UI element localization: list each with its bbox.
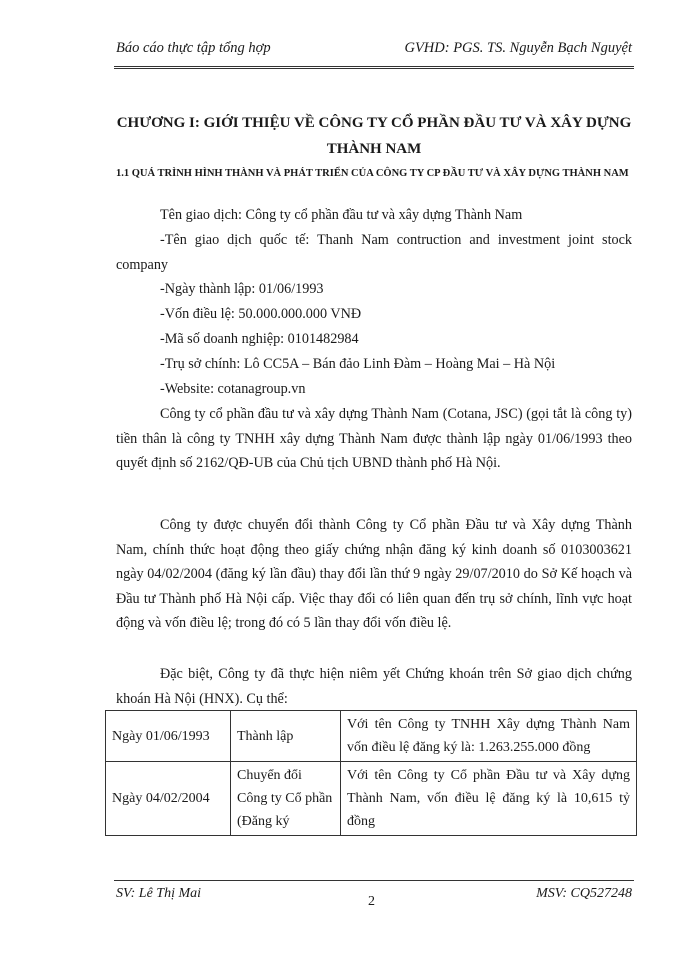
chapter-title: CHƯƠNG I: GIỚI THIỆU VỀ CÔNG TY CỔ PHẦN ĐẦU TƯ VÀ XÂY DỰNG THÀNH NAM	[116, 115, 632, 157]
table-row	[106, 762, 637, 836]
info-headquarters: -Trụ sở chính: Lô CC5A – Bán đảo Linh Đàm – Hoàng Mai – Hà Nội	[160, 356, 556, 372]
paragraph-history: Công ty cổ phần đầu tư và xây dựng Thành Nam (Cotana, JSC) (gọi tắt là công ty) tiền thân là công ty TNHH xây dựng Thành Nam được thành lập ngày 01/06/1993 theo quyết định số 2162/QĐ-UB của Chủ tịch UBND thành phố Hà Nội.	[116, 406, 632, 471]
table-row	[106, 711, 637, 762]
page-footer	[116, 886, 632, 908]
info-intl-name: -Tên giao dịch quốc tế: Thanh Nam contruction and investment joint stock company	[116, 232, 632, 273]
table-cell-date: Ngày 01/06/1993	[106, 711, 231, 762]
info-capital: -Vốn điều lệ: 50.000.000.000 VNĐ	[160, 306, 362, 322]
footer-divider	[114, 880, 634, 881]
milestones-table	[105, 710, 637, 836]
info-website: -Website: cotanagroup.vn	[160, 381, 306, 397]
header-report-title: Báo cáo thực tập tổng hợp	[116, 40, 271, 56]
footer-student-id: MSV: CQ527248	[536, 886, 632, 901]
table-cell-date: Ngày 04/02/2004	[106, 762, 231, 836]
section-title: 1.1 QUÁ TRÌNH HÌNH THÀNH VÀ PHÁT TRIỂN CỦA CÔNG TY CP ĐẦU TƯ VÀ XÂY DỰNG THÀNH NAM	[116, 168, 629, 179]
info-founded: -Ngày thành lập: 01/06/1993	[160, 281, 324, 297]
table-cell-detail: Với tên Công ty TNHH Xây dựng Thành Nam vốn điều lệ đăng ký là: 1.263.255.000 đồng	[341, 711, 637, 762]
footer-student: SV: Lê Thị Mai	[116, 886, 202, 901]
header-divider	[114, 66, 634, 69]
header-supervisor: GVHD: PGS. TS. Nguyễn Bạch Nguyệt	[404, 40, 632, 56]
table-cell-event: Thành lập	[231, 711, 341, 762]
info-trade-name: Tên giao dịch: Công ty cổ phần đầu tư và xây dựng Thành Nam	[160, 207, 523, 223]
page-number: 2	[368, 894, 375, 909]
paragraph-listing: Đặc biệt, Công ty đã thực hiện niêm yết Chứng khoán trên Sở giao dịch chứng khoán Hà Nội (HNX). Cụ thể:	[116, 666, 632, 707]
paragraph-conversion: Công ty được chuyển đổi thành Công ty Cổ phần Đầu tư và Xây dựng Thành Nam, chính thức hoạt động theo giấy chứng nhận đăng ký kinh doanh số 0103003621 ngày 04/02/2004 (đăng ký lần đầu) thay đổi lần thứ 9 ngày 29/07/2010 do Sở Kế hoạch và Đầu tư Thành phố Hà Nội cấp. Việc thay đổi có liên quan đến trụ sở chính, lĩnh vực hoạt động và vốn điều lệ; trong đó có 5 lần thay đổi vốn điều lệ.	[116, 517, 632, 631]
page-header	[116, 40, 632, 62]
info-enterprise-code: -Mã số doanh nghiệp: 0101482984	[160, 331, 359, 347]
table-cell-event: Chuyển đổi Công ty Cổ phần (Đăng ký	[231, 762, 341, 836]
table-cell-detail: Với tên Công ty Cổ phần Đầu tư và Xây dựng Thành Nam, vốn điều lệ đăng ký là 10,615 tỷ đồng	[341, 762, 637, 836]
